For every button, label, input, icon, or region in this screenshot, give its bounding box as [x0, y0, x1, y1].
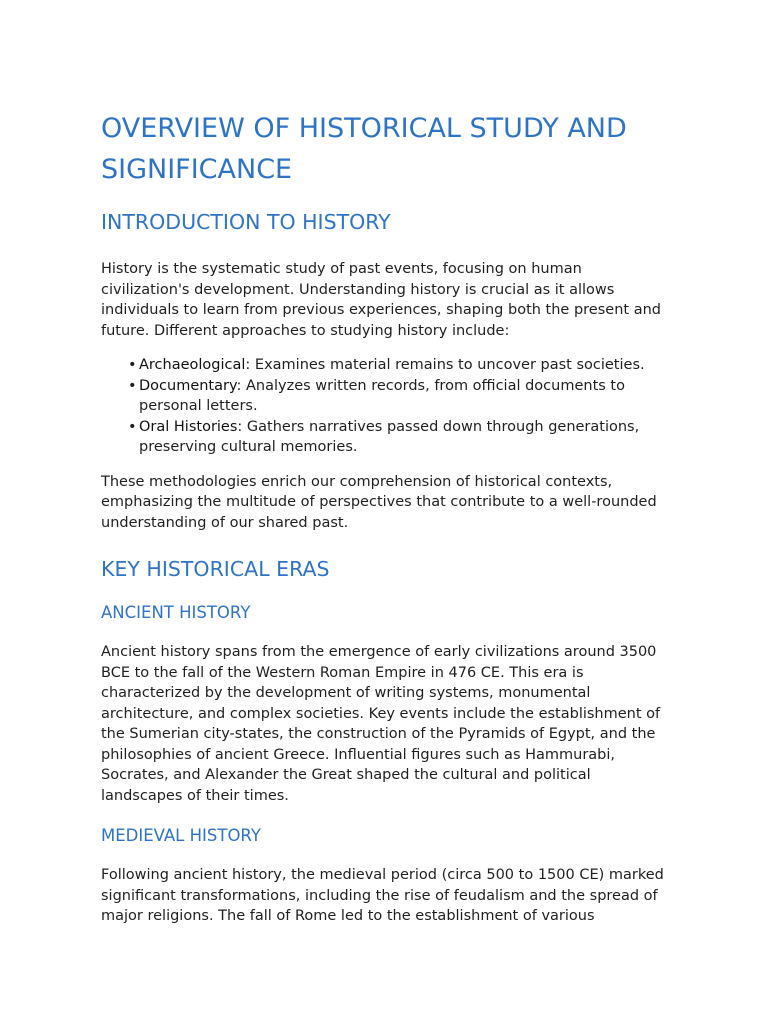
ancient-history-paragraph: Ancient history spans from the emergence of early civilizations around 3500 BCE to the fall of the Western Roman Empire in 476 CE. This era is characterized by the development of writing systems, monumental architecture, and complex societies. Key events include the establishment of the Sumerian city-states, the construction of the Pyramids of Egypt, and the philosophies of ancient Greece. Influential figures such as Hammurabi, Socrates, and Alexander the Great shaped the cultural and political landscapes of their times.	[101, 644, 661, 804]
list-item-term: Oral Histories	[139, 418, 238, 435]
bullet-icon: •	[128, 377, 137, 394]
bullet-icon: •	[128, 418, 137, 435]
document-page	[101, 108, 671, 941]
list-item	[128, 376, 671, 417]
section-heading-key-eras: KEY HISTORICAL ERAS	[101, 557, 330, 581]
list-item	[128, 355, 671, 376]
list-item-term: Archaeological	[139, 357, 246, 373]
conclusion-paragraph: These methodologies enrich our comprehension of historical contexts, emphasizing the multitude of perspectives that contribute to a well-rounded understanding of our shared past.	[101, 473, 657, 531]
subsection-heading-ancient: ANCIENT HISTORY	[101, 603, 251, 622]
list-item-text: : Gathers narratives passed down through generations, preserving cultural memories.	[139, 418, 640, 455]
medieval-history-paragraph: Following ancient history, the medieval period (circa 500 to 1500 CE) marked significant transformations, including the rise of feudalism and the spread of major religions. The fall of Rome led to the establishment of various	[101, 867, 664, 924]
introduction-paragraph: History is the systematic study of past events, focusing on human civilization's development. Understanding history is crucial as it allows individuals to learn from previous experiences, shaping both the present and future. Different approaches to studying history include:	[101, 261, 661, 339]
list-item-text: : Analyzes written records, from official documents to personal letters.	[139, 377, 625, 414]
list-item-text: : Examines material remains to uncover past societies.	[245, 357, 645, 373]
document-title: OVERVIEW OF HISTORICAL STUDY AND SIGNIFICANCE	[101, 113, 627, 185]
section-heading-introduction: INTRODUCTION TO HISTORY	[101, 210, 391, 234]
approaches-list	[128, 355, 671, 458]
bullet-icon: •	[128, 357, 137, 373]
subsection-heading-medieval: MEDIEVAL HISTORY	[101, 826, 261, 845]
list-item-term: Documentary	[139, 377, 237, 394]
list-item	[128, 417, 671, 458]
